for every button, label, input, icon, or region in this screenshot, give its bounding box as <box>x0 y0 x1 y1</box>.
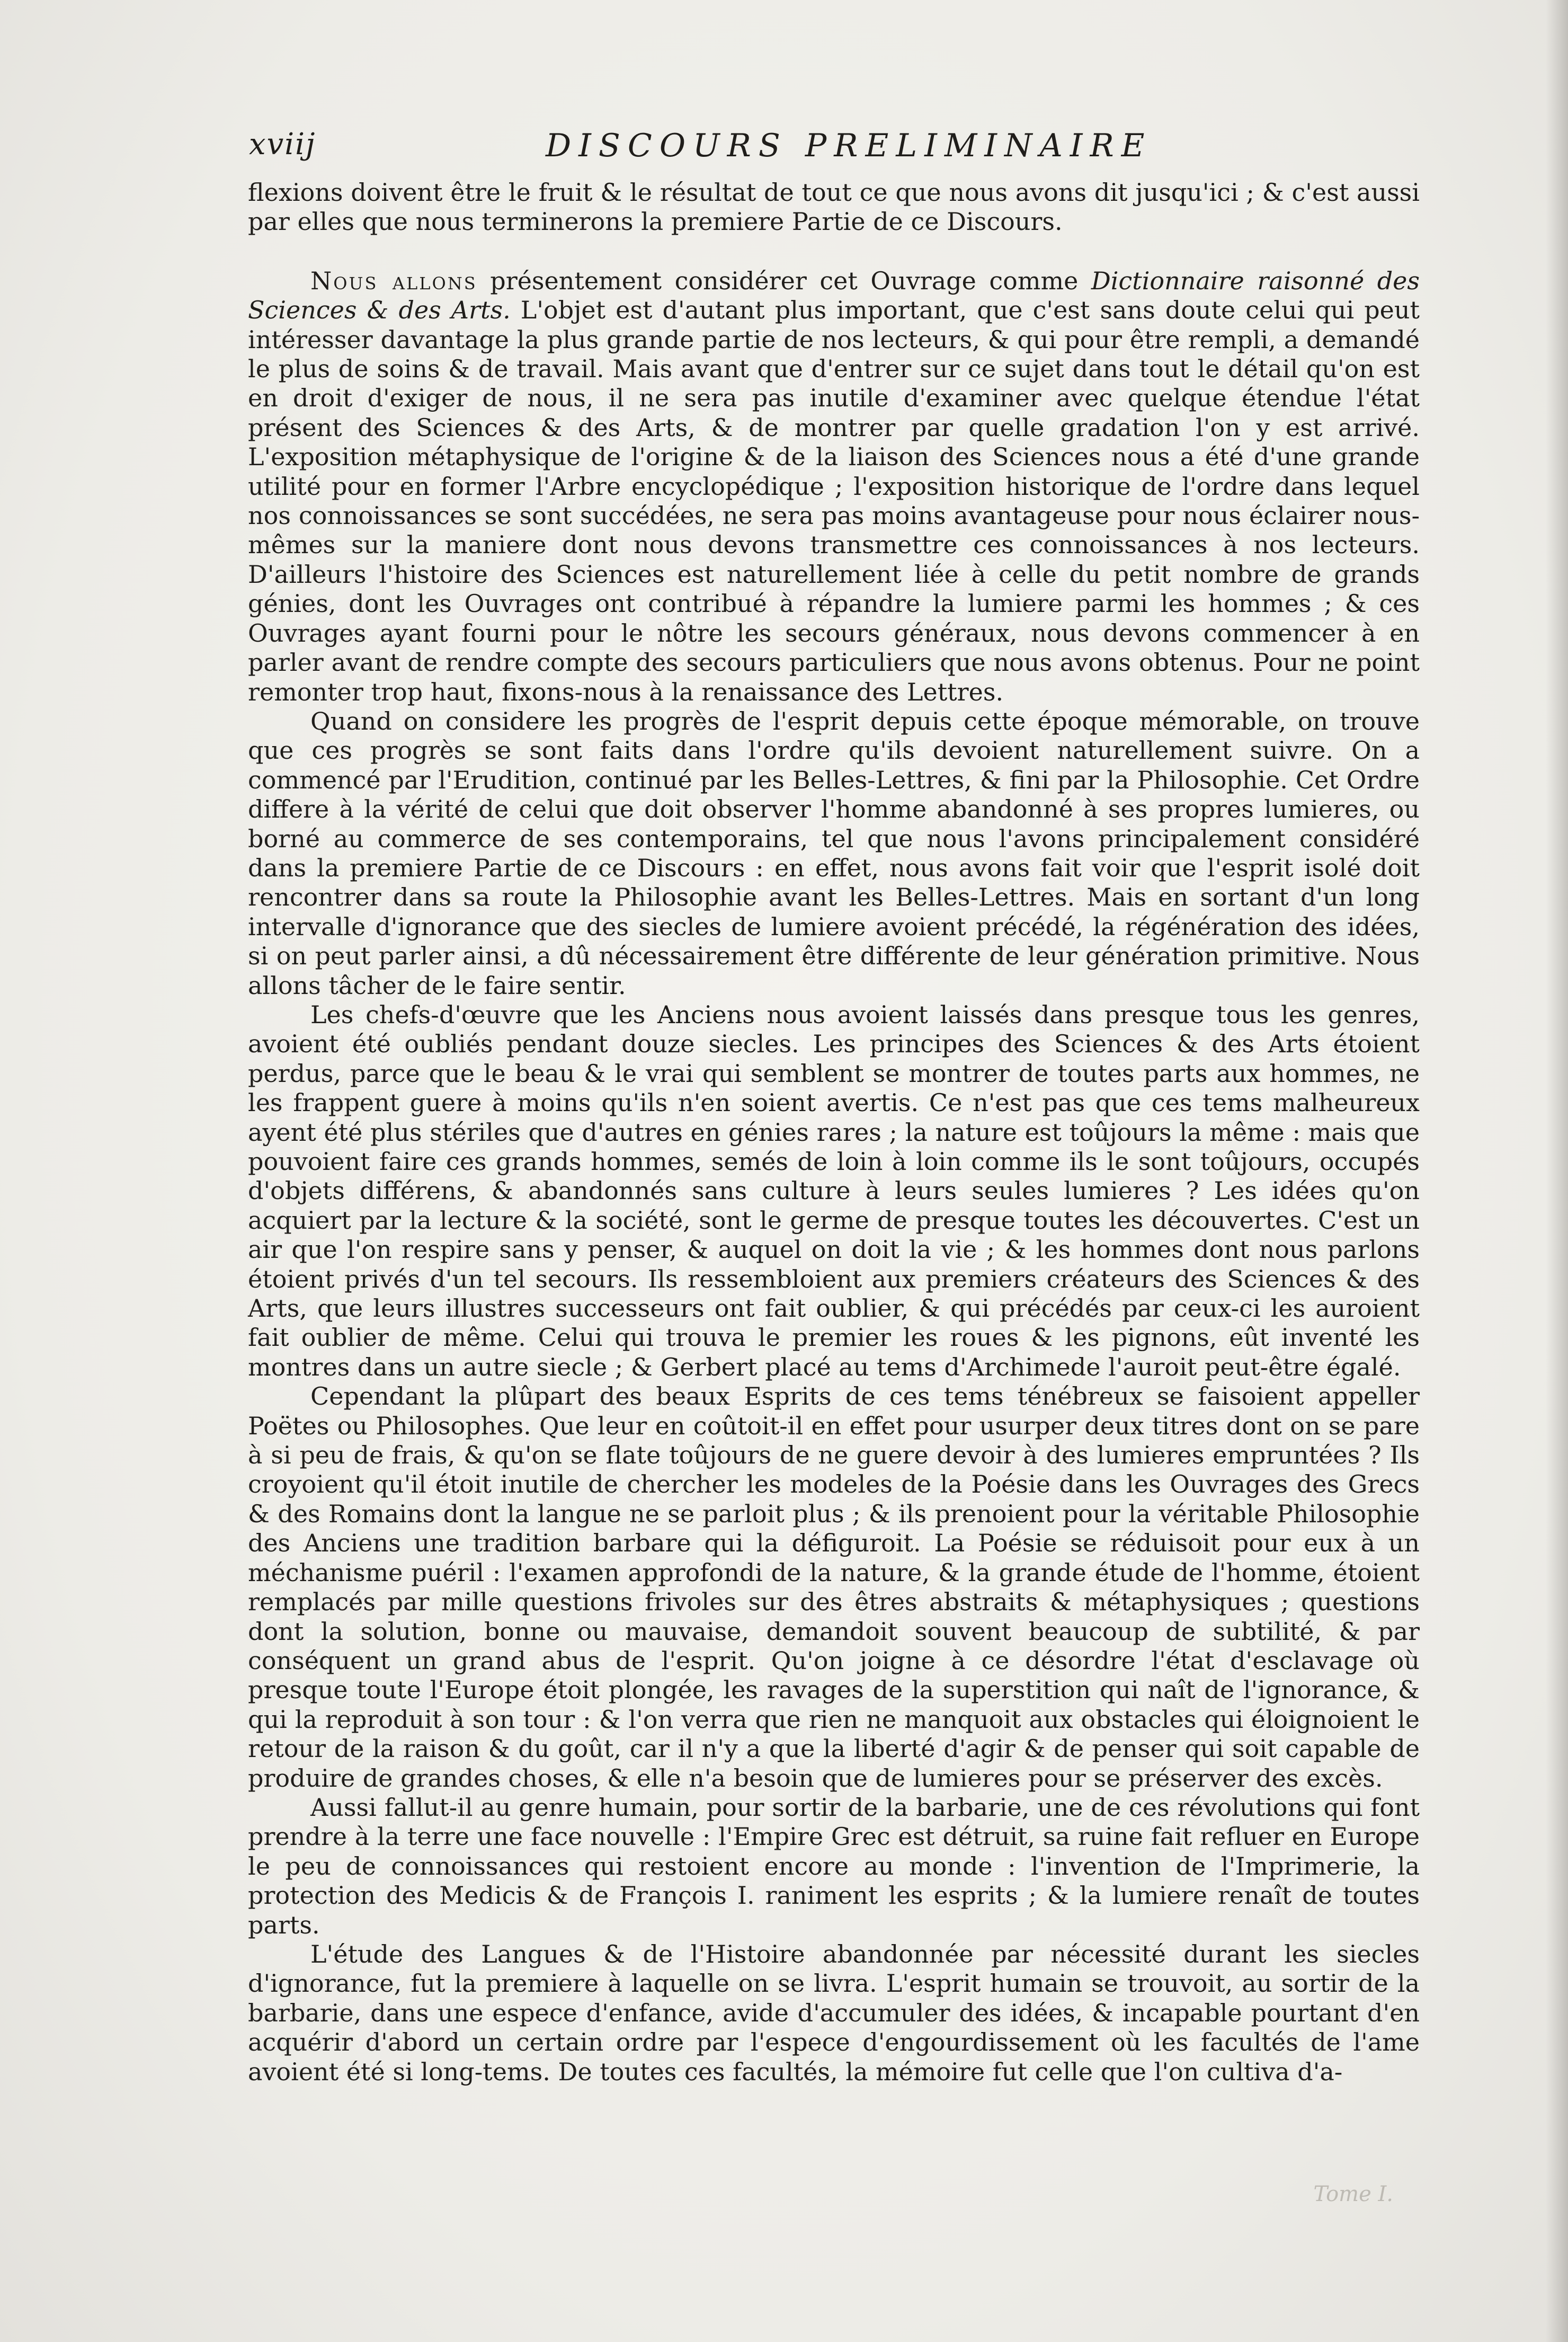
paragraph: Les chefs-d'œuvre que les Anciens nous avoient laissés dans presque tous les genres, avoient été oubliés pendant douze siecles. Les principes des Sciences & des Arts étoient perdus, parce que le beau & le vrai qui semblent se montrer de toutes parts aux hommes, ne les frappent guere à moins qu'ils n'en soient avertis. Ce n'est pas que ces tems malheureux ayent été plus stériles que d'autres en génies rares ; la nature est toûjours la même : mais que pouvoient faire ces grands hommes, semés de loin à loin comme ils le sont toûjours, occupés d'objets différens, & abandonnés sans culture à leurs seules lumieres ? Les idées qu'on acquiert par la lecture & la société, sont le germe de presque toutes les découvertes. C'est un air que l'on respire sans y penser, & auquel on doit la vie ; & les hommes dont nous parlons étoient privés d'un tel secours. Ils ressembloient aux premiers créateurs des Sciences & des Arts, que leurs illustres successeurs ont fait oublier, & qui précédés par ceux-ci les auroient fait oublier de même. Celui qui trouva le premier les roues & les pignons, eût inventé les montres dans un autre siecle ; & Gerbert placé au tems d'Archimede l'auroit peut-être égalé. <box>248 1000 1420 1381</box>
page-number: xviij <box>249 127 316 162</box>
running-title: DISCOURS PRELIMINAIRE <box>546 127 1152 164</box>
paragraph <box>248 267 1420 707</box>
running-head <box>249 127 1152 175</box>
paragraph-text: présentement considérer cet Ouvrage comme <box>477 266 1091 295</box>
body-text <box>248 178 1420 2087</box>
paragraph: Aussi fallut-il au genre humain, pour sortir de la barbarie, une de ces révolutions qui font prendre à la terre une face nouvelle : l'Empire Grec est détruit, sa ruine fait refluer en Europe le peu de connoissances qui restoient encore au monde : l'invention de l'Imprimerie, la protection des Medicis & de François I. raniment les esprits ; & la lumiere renaît de toutes parts. <box>248 1793 1420 1939</box>
paragraph-text: L'objet est d'autant plus important, que c'est sans doute celui qui peut intéresser davantage la plus grande partie de nos lecteurs, & qui pour être rempli, a demandé le plus de soins & de travail. Mais avant que d'entrer sur ce sujet dans tout le détail qu'on est en droit d'exiger de nous, il ne sera pas inutile d'examiner avec quelque étendue l'état présent des Sciences & des Arts, & de montrer par quelle gradation l'on y est arrivé. L'exposition métaphysique de l'origine & de la liaison des Sciences nous a été d'une grande utilité pour en former l'Arbre encyclopédique ; l'exposition historique de l'ordre dans lequel nos connoissances se sont succédées, ne sera pas moins avantageuse pour nous éclairer nous-mêmes sur la maniere dont nous devons transmettre ces connoissances à nos lecteurs. D'ailleurs l'histoire des Sciences est naturellement liée à celle du petit nombre de grands génies, dont les Ouvrages ont contribué à répandre la lumiere parmi les hommes ; & ces Ouvrages ayant fourni pour le nôtre les secours généraux, nous devons commencer à en parler avant de rendre compte des secours particuliers que nous avons obtenus. Pour ne point remonter trop haut, fixons-nous à la renaissance des Lettres. <box>248 296 1420 706</box>
small-caps-opening: Nous allons <box>310 266 477 295</box>
paragraph: L'étude des Langues & de l'Histoire abandonnée par nécessité durant les siecles d'ignorance, fut la premiere à laquelle on se livra. L'esprit humain se trouvoit, au sortir de la barbarie, dans une espece d'enfance, avide d'accumuler des idées, & incapable pourtant d'en acquérir d'abord un certain ordre par l'espece d'engourdissement où les facultés de l'ame avoient été si long-tems. De toutes ces facultés, la mémoire fut celle que l'on cultiva d'a- <box>248 1939 1420 2086</box>
paragraph: Cependant la plûpart des beaux Esprits de ces tems ténébreux se faisoient appeller Poëtes ou Philosophes. Que leur en coûtoit-il en effet pour usurper deux titres dont on se pare à si peu de frais, & qu'on se flate toûjours de ne guere devoir à des lumieres empruntées ? Ils croyoient qu'il étoit inutile de chercher les modeles de la Poésie dans les Ouvrages des Grecs & des Romains dont la langue ne se parloit plus ; & ils prenoient pour la véritable Philosophie des Anciens une tradition barbare qui la défiguroit. La Poésie se réduisoit pour eux à un méchanisme puéril : l'examen approfondi de la nature, & la grande étude de l'homme, étoient remplacés par mille questions frivoles sur des êtres abstraits & métaphysiques ; questions dont la solution, bonne ou mauvaise, demandoit souvent beaucoup de subtilité, & par conséquent un grand abus de l'esprit. Qu'on joigne à ce désordre l'état d'esclavage où presque toute l'Europe étoit plongée, les ravages de la superstition qui naît de l'ignorance, & qui la reproduit à son tour : & l'on verra que rien ne manquoit aux obstacles qui éloignoient le retour de la raison & du goût, car il n'y a que la liberté d'agir & de penser qui soit capable de produire de grandes choses, & elle n'a besoin que de lumieres pour se préserver des excès. <box>248 1382 1420 1793</box>
paragraph: Quand on considere les progrès de l'esprit depuis cette époque mémorable, on trouve que ces progrès se sont faits dans l'ordre qu'ils devoient naturellement suivre. On a commencé par l'Erudition, continué par les Belles-Lettres, & fini par la Philosophie. Cet Ordre differe à la vérité de celui que doit observer l'homme abandonné à ses propres lumieres, ou borné au commerce de ses contemporains, tel que nous l'avons principalement considéré dans la premiere Partie de ce Discours : en effet, nous avons fait voir que l'esprit isolé doit rencontrer dans sa route la Philosophie avant les Belles-Lettres. Mais en sortant d'un long intervalle d'ignorance que des siecles de lumiere avoient précédé, la régénération des idées, si on peut parler ainsi, a dû nécessairement être différente de leur génération primitive. Nous allons tâcher de le faire sentir. <box>248 706 1420 1000</box>
italic-title: Dictionnaire raisonné des Sciences & des Arts. <box>248 266 1420 325</box>
paragraph: flexions doivent être le fruit & le résultat de tout ce que nous avons dit jusqu'ici ; & c'est aussi par elles que nous terminerons la premiere Partie de ce Discours. <box>248 178 1420 236</box>
catchword: Tome I. <box>1313 2182 1393 2206</box>
page-gutter-shadow <box>1546 0 1568 2342</box>
